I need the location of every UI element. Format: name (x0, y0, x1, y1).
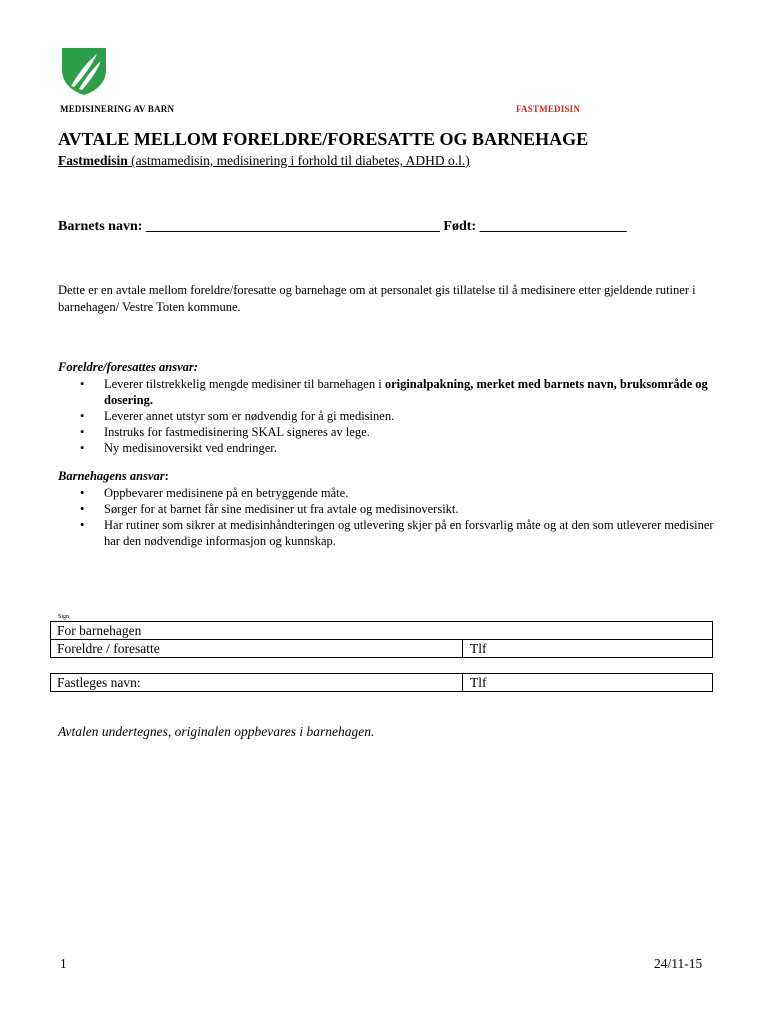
header-right-label: FASTMEDISIN (516, 104, 581, 114)
subtitle-bold: Fastmedisin (58, 153, 128, 168)
signature-row-parents (51, 639, 712, 657)
list-item: • Oppbevarer medisinene på en betryggende måte. (58, 485, 718, 501)
signature-table (50, 621, 713, 658)
kindergarten-section (58, 469, 718, 549)
signature-kindergarten-label: For barnehagen (57, 623, 142, 638)
kindergarten-section-title (58, 469, 718, 484)
kindergarten-title-colon: : (164, 469, 169, 483)
list-item (58, 376, 718, 408)
list-item: • Sørger for at barnet får sine medisiner ut fra avtale og medisinoversikt. (58, 501, 718, 517)
crest-logo-icon (60, 46, 108, 96)
parents-item1-text: Leverer tilstrekkelig mengde medisiner til barnehagen i (104, 377, 385, 391)
child-name-field[interactable]: __________________________________________ (145, 219, 440, 234)
page-number: 1 (60, 956, 67, 971)
parents-section (58, 360, 718, 456)
child-name-label: Barnets navn: (58, 219, 146, 234)
child-info-row (58, 219, 627, 235)
gp-table (50, 673, 713, 692)
child-born-label: Født: (439, 219, 480, 234)
child-born-field[interactable]: _____________________ (479, 219, 627, 234)
signature-parents-field[interactable]: Foreldre / foresatte (57, 641, 160, 656)
signature-row-kindergarten[interactable] (51, 622, 712, 639)
header-left-label: MEDISINERING AV BARN (60, 104, 175, 114)
gp-phone-field[interactable]: Tlf (462, 674, 712, 691)
intro-paragraph: Dette er en avtale mellom foreldre/foresatte og barnehage om at personalet gis tillatelse til å medisinere etter gjeldende rutiner i barnehagen/ Vestre Toten kommune. (58, 283, 696, 314)
sign-label: Sign (58, 614, 70, 620)
list-item: • Leverer annet utstyr som er nødvendig for å gi medisinen. (58, 408, 718, 424)
parents-section-title: Foreldre/foresattes ansvar: (58, 360, 198, 374)
footer-date: 24/11-15 (654, 956, 703, 971)
closing-note: Avtalen undertegnes, originalen oppbevares i barnehagen. (58, 724, 375, 739)
page-title: AVTALE MELLOM FORELDRE/FORESATTE OG BARNEHAGE (58, 129, 589, 149)
gp-row (51, 674, 712, 691)
parents-phone-field[interactable]: Tlf (462, 640, 712, 657)
gp-name-field[interactable]: Fastleges navn: (57, 675, 141, 690)
subtitle-rest: (astmamedisin, medisinering i forhold til diabetes, ADHD o.l.) (127, 153, 470, 168)
list-item: • Instruks for fastmedisinering SKAL signeres av lege. (58, 424, 718, 440)
page-subtitle (58, 153, 470, 169)
parents-item1-bold: originalpakning, merket med barnets navn, bruksområde og dosering. (104, 377, 708, 407)
list-item: • Ny medisinoversikt ved endringer. (58, 440, 718, 456)
kindergarten-title-text: Barnehagens ansvar (58, 469, 165, 483)
list-item: • Har rutiner som sikrer at medisinhåndteringen og utlevering skjer på en forsvarlig måte og at den som utleverer medisiner har den nødvendige informasjon og kunnskap. (58, 517, 718, 549)
